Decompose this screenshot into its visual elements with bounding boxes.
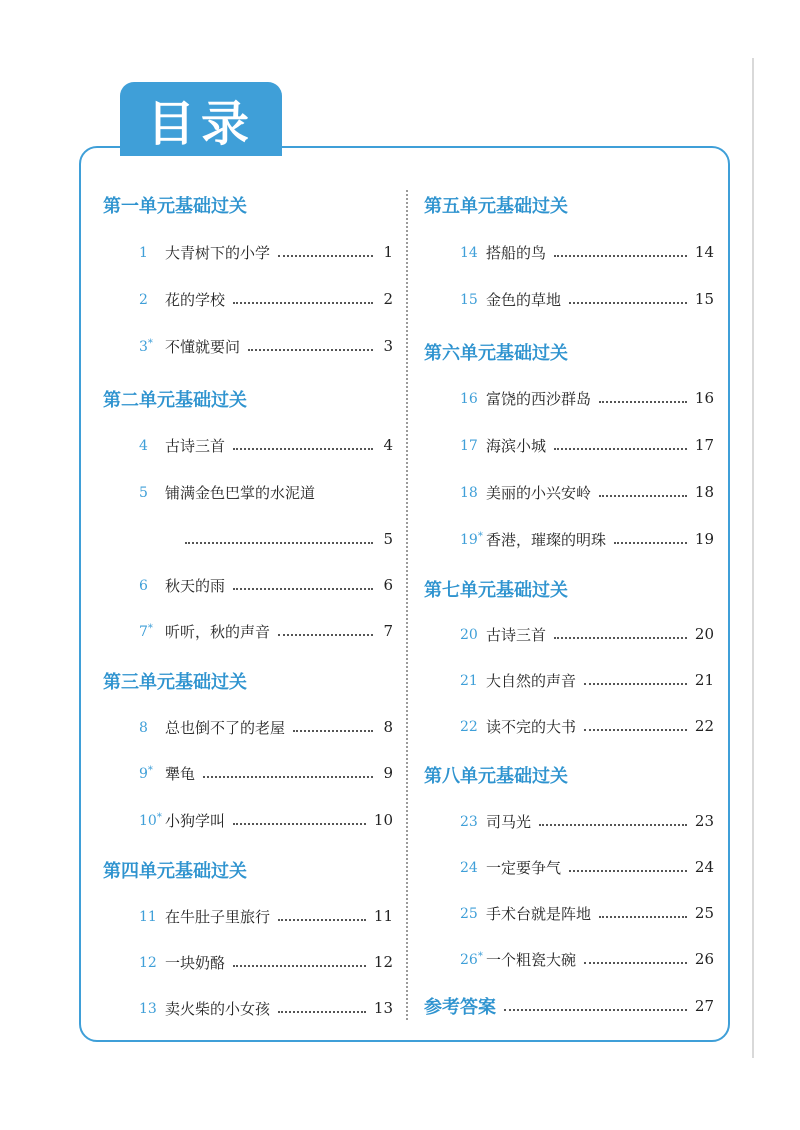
toc-entry[interactable] [139, 762, 393, 784]
page-number: 17 [694, 436, 714, 454]
leader-dots [233, 448, 373, 450]
lesson-title: 美丽的小兴安岭 [486, 483, 592, 502]
page-number: 24 [694, 858, 714, 876]
lesson-title: 古诗三首 [165, 436, 226, 455]
lesson-number: 8 [139, 719, 148, 736]
page-number: 16 [694, 389, 714, 407]
lesson-number: 12 [139, 954, 157, 971]
lesson-title: 在牛肚子里旅行 [165, 907, 271, 926]
lesson-title: 读不完的大书 [486, 717, 577, 736]
toc-entry[interactable] [139, 288, 393, 310]
lesson-title: 小狗学叫 [165, 811, 226, 830]
leader-dots [233, 965, 366, 967]
toc-entry[interactable] [460, 948, 714, 970]
leader-dots [185, 542, 373, 544]
lesson-number: 5 [139, 484, 148, 501]
page-number: 10 [373, 811, 393, 829]
lesson-title: 秋天的雨 [165, 576, 226, 595]
toc-entry[interactable] [460, 669, 714, 691]
unit-heading: 第二单元基础过关 [103, 390, 247, 411]
lesson-number: 22 [460, 718, 478, 735]
toc-entry[interactable] [460, 902, 714, 924]
toc-entry[interactable] [460, 528, 714, 550]
leader-dots [233, 302, 373, 304]
page-number: 23 [694, 812, 714, 830]
toc-entry[interactable] [139, 905, 393, 927]
leader-dots [569, 870, 687, 872]
leader-dots [233, 588, 373, 590]
page-number: 6 [383, 576, 393, 594]
page-number: 5 [383, 530, 393, 548]
leader-dots [584, 683, 687, 685]
leader-dots [278, 919, 366, 921]
leader-dots [278, 1011, 366, 1013]
lesson-number: 16 [460, 390, 478, 407]
unit-heading: 第七单元基础过关 [424, 580, 568, 601]
toc-entry[interactable] [139, 809, 393, 831]
page-number: 12 [373, 953, 393, 971]
lesson-number: 1 [139, 244, 148, 261]
lesson-title: 司马光 [486, 812, 532, 831]
lesson-number: 26* [460, 950, 483, 968]
toc-entry[interactable] [139, 716, 393, 738]
lesson-title: 一个粗瓷大碗 [486, 950, 577, 969]
toc-entry[interactable] [460, 241, 714, 263]
page-number: 7 [383, 622, 393, 640]
leader-dots [539, 824, 687, 826]
page-number: 18 [694, 483, 714, 501]
leader-dots [248, 349, 373, 351]
unit-heading: 第一单元基础过关 [103, 196, 247, 217]
page-number: 19 [694, 530, 714, 548]
leader-dots [554, 255, 687, 257]
lesson-title: 香港，璀璨的明珠 [486, 530, 607, 549]
lesson-title: 海滨小城 [486, 436, 547, 455]
page-number: 13 [373, 999, 393, 1017]
toc-entry[interactable] [460, 810, 714, 832]
toc-entry[interactable] [460, 856, 714, 878]
lesson-number: 2 [139, 291, 148, 308]
lesson-number: 25 [460, 905, 478, 922]
leader-dots [569, 302, 687, 304]
lesson-number: 3* [139, 337, 153, 355]
page-number: 3 [383, 337, 393, 355]
page-number: 11 [373, 907, 393, 925]
lesson-number: 17 [460, 437, 478, 454]
leader-dots [203, 776, 373, 778]
unit-heading: 第五单元基础过关 [424, 196, 568, 217]
lesson-number: 7* [139, 622, 153, 640]
lesson-title: 古诗三首 [486, 625, 547, 644]
page-number: 22 [694, 717, 714, 735]
toc-entry[interactable] [139, 241, 393, 263]
lesson-number: 15 [460, 291, 478, 308]
lesson-title: 总也倒不了的老屋 [165, 718, 286, 737]
lesson-title: 搭船的鸟 [486, 243, 547, 262]
unit-heading: 第三单元基础过关 [103, 672, 247, 693]
unit-heading: 第八单元基础过关 [424, 766, 568, 787]
page-number: 1 [383, 243, 393, 261]
column-divider [406, 190, 408, 1020]
lesson-number: 23 [460, 813, 478, 830]
page-number: 21 [694, 671, 714, 689]
page-number: 9 [383, 764, 393, 782]
leader-dots [504, 1009, 687, 1011]
unit-heading: 第六单元基础过关 [424, 343, 568, 364]
toc-entry-continuation[interactable] [185, 528, 393, 550]
page-number: 8 [383, 718, 393, 736]
page-edge-shadow [752, 58, 754, 1058]
lesson-title: 卖火柴的小女孩 [165, 999, 271, 1018]
lesson-number: 19* [460, 530, 483, 548]
toc-entry[interactable] [460, 434, 714, 456]
toc-entry[interactable] [460, 288, 714, 310]
leader-dots [584, 962, 687, 964]
lesson-number: 20 [460, 626, 478, 643]
toc-entry[interactable] [139, 951, 393, 973]
leader-dots [554, 448, 687, 450]
lesson-title: 一块奶酪 [165, 953, 226, 972]
unit-heading: 第四单元基础过关 [103, 861, 247, 882]
page-number: 2 [383, 290, 393, 308]
leader-dots [278, 634, 373, 636]
leader-dots [584, 729, 687, 731]
toc-entry[interactable] [139, 434, 393, 456]
leader-dots [599, 916, 687, 918]
toc-entry[interactable] [460, 715, 714, 737]
leader-dots [293, 730, 373, 732]
lesson-number: 13 [139, 1000, 157, 1017]
lesson-title: 犟龟 [165, 764, 196, 783]
lesson-number: 11 [139, 908, 157, 925]
lesson-title: 大青树下的小学 [165, 243, 271, 262]
leader-dots [554, 637, 687, 639]
leader-dots [278, 255, 373, 257]
leader-dots [233, 823, 366, 825]
lesson-title: 富饶的西沙群岛 [486, 389, 592, 408]
answer-key-entry[interactable] [424, 995, 714, 1017]
answer-key-title: 参考答案 [424, 997, 496, 1018]
toc-entry[interactable] [139, 574, 393, 596]
toc-entry[interactable] [139, 481, 393, 503]
page-number: 26 [694, 950, 714, 968]
toc-entry[interactable] [139, 620, 393, 642]
leader-dots [599, 495, 687, 497]
leader-dots [599, 401, 687, 403]
page-number: 15 [694, 290, 714, 308]
lesson-title: 听听，秋的声音 [165, 622, 271, 641]
page-number: 4 [383, 436, 393, 454]
toc-entry[interactable] [139, 335, 393, 357]
toc-entry[interactable] [460, 387, 714, 409]
page-number: 20 [694, 625, 714, 643]
lesson-title: 一定要争气 [486, 858, 562, 877]
lesson-number: 6 [139, 577, 148, 594]
lesson-number: 21 [460, 672, 478, 689]
page-number: 25 [694, 904, 714, 922]
page-number: 14 [694, 243, 714, 261]
lesson-title: 金色的草地 [486, 290, 562, 309]
lesson-number: 14 [460, 244, 478, 261]
toc-entry[interactable] [460, 481, 714, 503]
lesson-title: 铺满金色巴掌的水泥道 [165, 483, 316, 502]
lesson-title: 手术台就是阵地 [486, 904, 592, 923]
lesson-number: 4 [139, 437, 148, 454]
leader-dots [614, 542, 687, 544]
lesson-number: 18 [460, 484, 478, 501]
toc-entry[interactable] [139, 997, 393, 1019]
lesson-title: 花的学校 [165, 290, 226, 309]
lesson-number: 24 [460, 859, 478, 876]
page-number: 27 [694, 997, 714, 1015]
lesson-title: 大自然的声音 [486, 671, 577, 690]
page-title: 目录 [120, 82, 282, 156]
toc-entry[interactable] [460, 623, 714, 645]
lesson-number: 9* [139, 764, 153, 782]
lesson-title: 不懂就要问 [165, 337, 241, 356]
lesson-number: 10* [139, 811, 162, 829]
